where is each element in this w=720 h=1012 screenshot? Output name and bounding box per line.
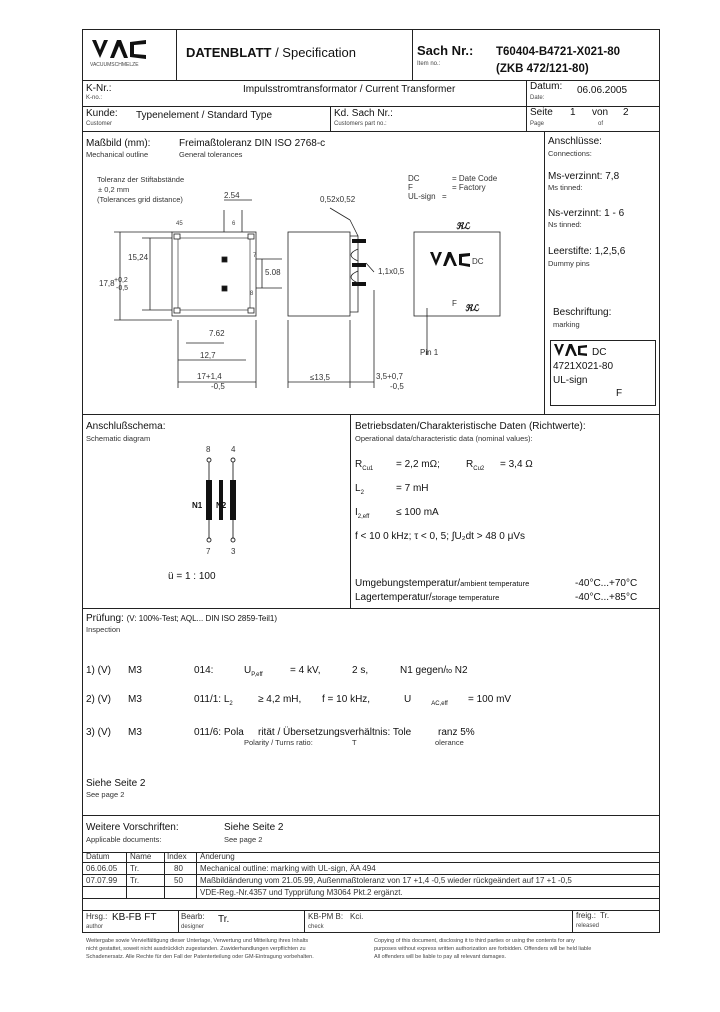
dim-178-plus: +0,2 [114, 277, 128, 284]
legend-ul: UL-sign [408, 192, 436, 201]
dim-6: 6 [232, 221, 236, 227]
knr-label: K-Nr.: [86, 83, 112, 94]
n2-label: N2 [216, 501, 227, 510]
pin-tolerance-2: ± 0,2 mm [98, 185, 130, 194]
see-page-sub: See page 2 [86, 790, 125, 799]
pin1-label: Pin 1 [420, 348, 439, 357]
test2-value: ≥ 4,2 mH, [258, 694, 302, 705]
divider [82, 80, 660, 81]
rev-row-index: 50 [174, 876, 183, 885]
rev-header-name: Name [130, 852, 152, 861]
legend-f: F [408, 183, 413, 192]
rev-row-date: 06.06.05 [86, 864, 118, 873]
l2: $L_2$ [355, 483, 364, 496]
product-description: Impulsstromtransformator / Current Transformer [243, 84, 456, 95]
rev-row-change: Mechanical outline: marking with UL-sign, ÄA 494 [200, 864, 376, 873]
test1-time: 2 s, [352, 665, 369, 676]
pin-tolerance-1: Toleranz der Stiftabstände [97, 175, 185, 184]
tolerance-subtitle: General tolerances [179, 150, 243, 159]
i2: $I_{2,eff}$ [355, 507, 370, 520]
pin-3-label: 3 [231, 547, 236, 556]
freig-label: freig.: [576, 911, 597, 920]
dim-35: 3,5+0,7 [376, 372, 403, 381]
bearb-label: Bearb: [181, 912, 205, 921]
operational-subtitle: Operational data/characteristic data (nominal values): [355, 434, 533, 443]
pin-7-label: 7 [206, 547, 211, 556]
dim-17-minus: -0,5 [211, 382, 225, 391]
operational-title: Betriebsdaten/Charakteristische Daten (Richtwerte): [355, 421, 586, 432]
test3-m: M3 [128, 727, 142, 738]
test3-no: 3) (V) [86, 727, 111, 738]
tolerance-title: Freimaßtoleranz DIN ISO 2768-c [179, 138, 326, 149]
l2-value: = 7 mH [396, 483, 429, 494]
legend-f-desc: = Factory [452, 183, 486, 192]
divider [82, 131, 660, 132]
dummy-pins-sub: Dummy pins [548, 259, 590, 268]
date-value: 06.06.2005 [577, 85, 628, 96]
rev-header-index: Index [167, 852, 187, 861]
inspection-title: Prüfung: (V: 100%-Test; AQL... DIN ISO 2859-Teil1) [86, 613, 278, 624]
footer-en-3: All offenders will be liable to pay all relevant damages. [374, 954, 506, 960]
i2-value: ≤ 100 mA [396, 507, 439, 518]
further-subtitle: Applicable documents: [86, 835, 162, 844]
rcu1-value: = 2,2 mΩ; [396, 459, 440, 470]
divider [412, 29, 413, 81]
freig-value: Tr. [600, 911, 610, 920]
marking-dc: DC [592, 347, 607, 358]
ms-tinned-sub: Ms tinned: [548, 183, 583, 192]
kno-label: K-no.: [86, 95, 103, 101]
datasheet-title: DATENBLATT / Specification [186, 45, 357, 60]
ns-tinned-sub: Ns tinned: [548, 220, 582, 229]
released-sub: released [576, 923, 600, 929]
logo-subtext: VACUUMSCHMELZE [90, 62, 139, 68]
sach-label: Sach Nr.: [417, 43, 474, 58]
test3-sub1: Polarity / Turns ratio: [244, 738, 313, 747]
schematic-subtitle: Schematic diagram [86, 434, 151, 443]
ambient-temp: Umgebungstemperatur/ambient temperature [355, 578, 530, 589]
dim-17: 17+1,4 [197, 372, 222, 381]
rcu2-value: = 3,4 Ω [500, 459, 533, 470]
rcu1: $R_{Cu1}$ [355, 459, 374, 472]
test1-param: $U_{P,eff}$ [244, 665, 263, 678]
footer-en-1: Copying of this document, disclosing it to third parties or using the contents for any [374, 938, 575, 944]
test2-m: M3 [128, 694, 142, 705]
ms-tinned: Ms-verzinnt: 7,8 [548, 171, 620, 182]
marking-subtitle: marking [553, 320, 580, 329]
marking-title: Beschriftung: [553, 307, 612, 318]
kunde-value: Typenelement / Standard Type [136, 110, 273, 121]
von-label: von [592, 107, 609, 118]
kd-label: Kd. Sach Nr.: [334, 108, 393, 119]
page-total: 2 [623, 107, 629, 118]
rev-row-change: Maßbildänderung vom 21.05.99, Außenmaßtoleranz von 17 +1,4 -0,5 wieder rückgeändert auf 17 +1 -0,5 [200, 876, 572, 885]
connections-title: Anschlüsse: [548, 136, 602, 147]
designer-sub: designer [181, 924, 205, 930]
footer-en-2: purposes without express written authorization are forbidden. Offenders will be held liable [374, 946, 592, 952]
divider [82, 608, 660, 609]
svg-text:ℜℒ: ℜℒ [456, 221, 470, 231]
test1-code: 014: [194, 665, 214, 676]
outline-title: Maßbild (mm): [86, 138, 151, 149]
storage-temp-value: -40°C...+85°C [575, 592, 638, 603]
test1-value: = 4 kV, [290, 665, 321, 676]
test3-desc: rität / Übersetzungsverhältnis: Tole [258, 727, 412, 738]
rev-row-index: 80 [174, 864, 183, 873]
test2-no: 2) (V) [86, 694, 111, 705]
datum-label: Datum: [530, 81, 563, 92]
test2-u-value: = 100 mV [468, 694, 512, 705]
test2-u: U $_{AC,eff}$ [404, 694, 448, 707]
further-title: Weitere Vorschriften: [86, 822, 179, 833]
footer-de-3: Schadenersatz. Alle Rechte für den Fall der Patenterteilung oder GM-Eintragung vorbehalten. [86, 954, 314, 960]
test2-code: 011/1: $L_2$ [194, 694, 233, 707]
ns-tinned: Ns-verzinnt: 1 - 6 [548, 208, 625, 219]
item-label: Item no.: [417, 61, 441, 67]
rev-row-name: Tr. [130, 864, 140, 873]
rcu2: $R_{Cu2}$ [466, 459, 485, 472]
rev-row-date: 07.07.99 [86, 876, 118, 885]
dim-127: 12,7 [200, 351, 216, 360]
test1-no: 1) (V) [86, 665, 111, 676]
kbpm-label: KB-PM B: [308, 912, 344, 921]
test3-sub3: olerance [435, 738, 464, 747]
rev-row-change: VDE-Reg.-Nr.4357 und Typprüfung M3064 Pkt.2 ergänzt. [200, 888, 403, 897]
dim-7: 7 [253, 253, 257, 259]
dim-178-minus: -0,5 [116, 285, 129, 292]
dim-135: ≤13,5 [310, 373, 330, 382]
hrsg-label: Hrsg.: [86, 912, 108, 921]
check-sub: check [308, 924, 324, 930]
inspection-subtitle: Inspection [86, 625, 121, 634]
seite-label: Seite [530, 107, 553, 118]
legend-ul-desc: = [442, 192, 447, 201]
bearb-value: Tr. [218, 914, 230, 925]
part-number-alt: (ZKB 472/121-80) [496, 63, 589, 75]
storage-temp: Lagertemperatur/storage temperature [355, 592, 500, 603]
divider [544, 131, 545, 415]
legend-dc-desc: = Date Code [452, 174, 498, 183]
pin-8-label: 8 [206, 445, 211, 454]
page-number: 1 [570, 107, 576, 118]
footer-de-1: Weitergabe sowie Vervielfältigung dieser Unterlage, Verwertung und Mitteilung ihres Inhalts [86, 938, 309, 944]
dim-762: 7.62 [209, 329, 225, 338]
dim-1524: 15,24 [128, 253, 149, 262]
pin-4-label: 4 [231, 445, 236, 454]
marking-f: F [616, 388, 623, 399]
dim-11: 1,1x0,5 [378, 267, 405, 276]
pin-tolerance-3: (Tolerances grid distance) [97, 195, 183, 204]
marking-part: 4721X021-80 [553, 361, 614, 372]
outline-subtitle: Mechanical outline [86, 150, 149, 159]
test1-m: M3 [128, 665, 142, 676]
test3-sub2: T [352, 738, 357, 747]
dummy-pins: Leerstifte: 1,2,5,6 [548, 246, 626, 257]
dim-254: 2.54 [224, 191, 240, 200]
dim-35-minus: -0,5 [390, 382, 404, 391]
part-number: T60404-B4721-X021-80 [496, 46, 621, 58]
dim-45: 45 [176, 221, 183, 227]
test1-desc: N1 gegen/to N2 [400, 665, 468, 676]
rev-header-change: Änderung [200, 852, 235, 861]
divider [82, 815, 660, 816]
hrsg-value: KB-FB FT [112, 912, 157, 923]
test3-end: ranz 5% [438, 727, 475, 738]
divider [82, 414, 660, 415]
further-value: Siehe Seite 2 [224, 822, 284, 833]
see-page: Siehe Seite 2 [86, 778, 146, 789]
turns-ratio: ü = 1 : 100 [168, 571, 216, 582]
n1-label: N1 [192, 501, 203, 510]
dim-178: 17,8 [99, 279, 115, 288]
date-sublabel: Date: [530, 95, 545, 101]
test3-code: 011/6: Pola [194, 727, 244, 738]
kbpm-value: Kci. [350, 912, 364, 921]
face-f: F [452, 299, 457, 308]
page-sublabel: Page [530, 121, 545, 127]
kd-sublabel: Customers part no.: [334, 121, 387, 127]
dim-052: 0,52x0,52 [320, 195, 356, 204]
ambient-temp-value: -40°C...+70°C [575, 578, 638, 589]
author-sub: author [86, 924, 104, 930]
schematic-title: Anschlußschema: [86, 421, 166, 432]
divider [176, 29, 177, 81]
marking-vac-logo [554, 344, 588, 358]
divider [350, 414, 351, 609]
divider [330, 106, 331, 132]
customer-sublabel: Customer [86, 121, 113, 127]
of-sublabel: of [598, 121, 604, 127]
frequency-line: f < 10 0 kHz; τ < 0, 5; ∫U₂dt > 48 0 μVs [355, 531, 526, 542]
svg-text:ℜℒ: ℜℒ [465, 303, 479, 313]
dim-8: 8 [250, 291, 254, 297]
footer-de-2: nicht gestattet, soweit nicht ausdrücklich zugestanden. Zuwiderhandlungen verpflichten zu [86, 946, 306, 952]
further-value-sub: See page 2 [224, 835, 263, 844]
marking-ul: UL-sign [553, 375, 588, 386]
kunde-label: Kunde: [86, 108, 118, 119]
rev-row-name: Tr. [130, 876, 140, 885]
connections-subtitle: Connections: [548, 149, 592, 158]
dim-508: 5.08 [265, 268, 281, 277]
test2-freq: f = 10 kHz, [322, 694, 371, 705]
rev-header-date: Datum [86, 852, 110, 861]
schematic-diagram [190, 450, 250, 550]
face-dc: DC [472, 257, 484, 266]
legend-dc: DC [408, 174, 420, 183]
